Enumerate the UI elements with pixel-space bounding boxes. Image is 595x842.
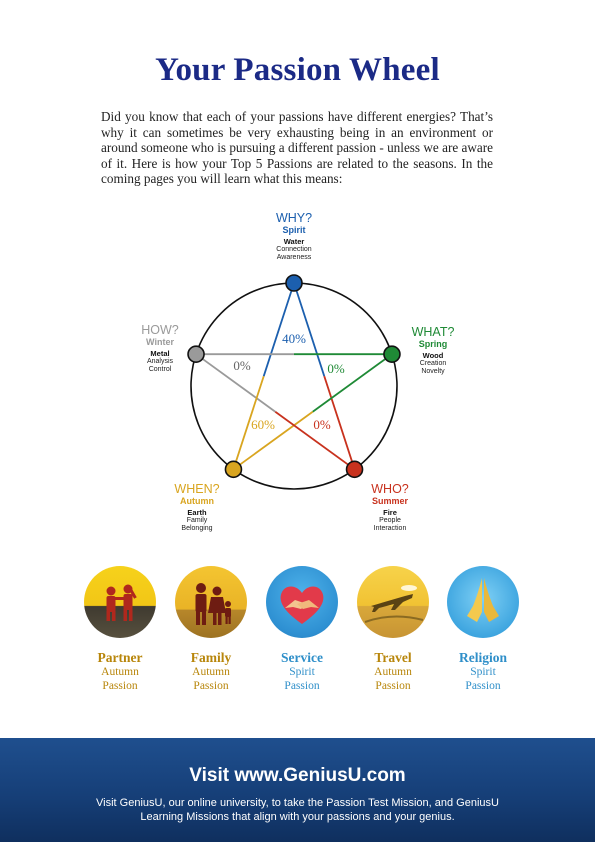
wheel-node-when [225, 461, 241, 477]
percent-label-who: 0% [313, 417, 331, 432]
page-title: Your Passion Wheel [155, 52, 440, 88]
passion-partner: Partner Autumn Passion [75, 566, 165, 693]
wheel-label-when: WHEN? Autumn Earth Family Belonging [174, 482, 220, 533]
passion-religion: Religion Spirit Passion [438, 566, 528, 693]
passion-family: Family Autumn Passion [166, 566, 256, 693]
passion-travel: Travel Autumn Passion [348, 566, 438, 693]
heart-hands-icon [266, 566, 338, 638]
percent-label-when: 60% [251, 417, 275, 432]
star-lines [196, 283, 392, 469]
airplane-icon [357, 566, 429, 638]
percent-label-why: 40% [282, 331, 306, 346]
percent-label-what: 0% [327, 361, 345, 376]
star-line-segment [313, 354, 392, 412]
wheel-label-who: WHO? Summer Fire People Interaction [371, 482, 409, 533]
star-line-segment [294, 283, 324, 376]
wheel-label-how: HOW? Winter Metal Analysis Control [141, 323, 179, 374]
couple-icon [84, 566, 156, 638]
footer-text: Visit GeniusU, our online university, to take the Passion Test Mission, and GeniusU Learning Missions that align with your passions and your genius. [96, 797, 499, 823]
wheel-circle [191, 283, 397, 489]
wheel-label-why: WHY? Spirit Water Connection Awareness [275, 211, 313, 262]
percent-label-how: 0% [233, 358, 251, 373]
wheel-label-what: WHAT? Spring Wood Creation Novelty [411, 325, 455, 376]
intro-paragraph: Did you know that each of your passions have different energies? That’s why it can sometimes be very exhausting being in an environment or around someone who is pursuing a different passion - unless we are aware of it. Here is how your Top 5 Passions are related to the seasons. In the coming pages you will learn what this means: [101, 109, 493, 187]
footer-banner [0, 738, 595, 842]
praying-hands-icon [447, 566, 519, 638]
wheel-node-who [347, 461, 363, 477]
wheel-node-why [286, 275, 302, 291]
passion-service: Service Spirit Passion [257, 566, 347, 693]
star-line-segment [264, 283, 294, 376]
footer-heading[interactable]: Visit www.GeniusU.com [189, 765, 406, 786]
family-icon [175, 566, 247, 638]
wheel-nodes [188, 275, 400, 477]
